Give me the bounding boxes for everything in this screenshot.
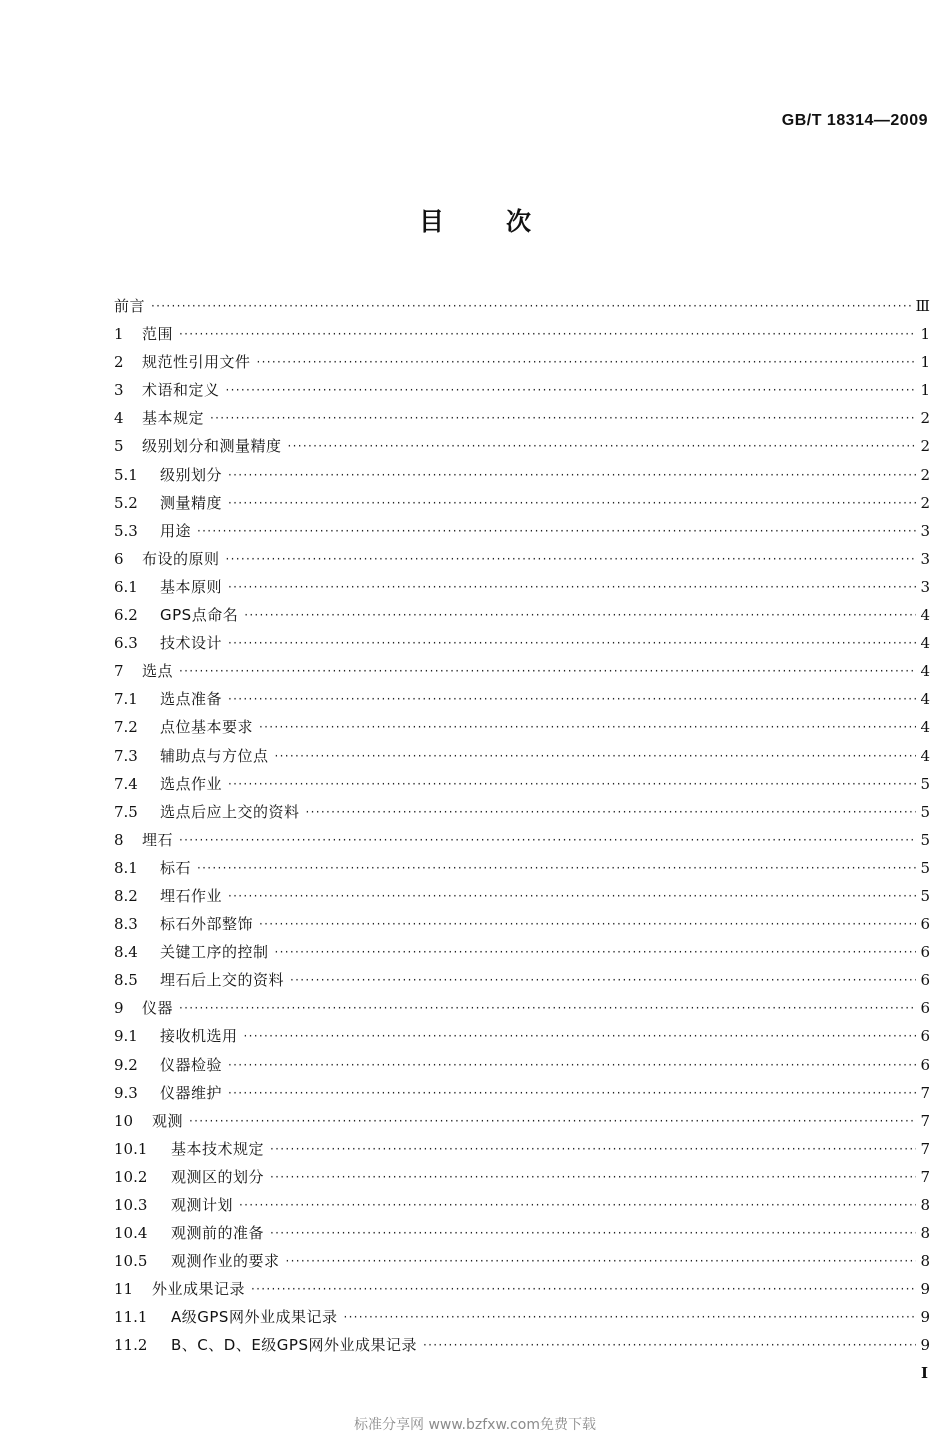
toc-leader-dots xyxy=(228,1079,916,1107)
toc-title: A级GPS网外业成果记录 xyxy=(171,1308,338,1327)
toc-leader-dots xyxy=(179,994,916,1022)
toc-title: 观测区的划分 xyxy=(171,1167,265,1186)
toc-section-number: 8 xyxy=(114,830,124,849)
toc-page-number: 4 xyxy=(920,662,930,681)
toc-title: 技术设计 xyxy=(160,634,223,653)
toc-page-number: 4 xyxy=(920,634,930,653)
toc-title: B、C、D、E级GPS网外业成果记录 xyxy=(171,1336,417,1355)
toc-title: 基本规定 xyxy=(142,409,205,428)
toc-section-number: 7.3 xyxy=(114,746,138,765)
toc-section-number: 1 xyxy=(114,325,124,344)
toc-leader-dots xyxy=(270,1135,916,1163)
toc-title: 埋石作业 xyxy=(160,886,223,905)
toc-entry[interactable] xyxy=(114,292,930,320)
toc-title: 选点后应上交的资料 xyxy=(160,802,300,821)
toc-page-number: 6 xyxy=(920,999,930,1018)
toc-page-number: 2 xyxy=(920,493,930,512)
toc-section-number: 10.5 xyxy=(114,1252,148,1271)
toc-title: 范围 xyxy=(142,325,174,344)
toc-page-number: 6 xyxy=(920,915,930,934)
toc-entry[interactable] xyxy=(114,545,930,573)
toc-section-number: 5 xyxy=(114,437,124,456)
toc-section-number: 5.3 xyxy=(114,521,138,540)
toc-entry[interactable] xyxy=(114,1275,930,1303)
toc-leader-dots xyxy=(275,938,916,966)
toc-entry[interactable] xyxy=(114,404,930,432)
table-of-contents xyxy=(114,292,930,1360)
toc-title: 观测前的准备 xyxy=(171,1224,265,1243)
toc-page-number: 9 xyxy=(920,1280,930,1299)
toc-page-number: 7 xyxy=(920,1083,930,1102)
toc-leader-dots xyxy=(270,1219,916,1247)
toc-section-number: 8.5 xyxy=(114,971,138,990)
toc-page-number: 5 xyxy=(920,802,930,821)
toc-entry[interactable] xyxy=(114,1163,930,1191)
toc-entry[interactable] xyxy=(114,461,930,489)
toc-title: 埋石 xyxy=(142,830,174,849)
toc-entry[interactable] xyxy=(114,1135,930,1163)
toc-page-number: 2 xyxy=(920,409,930,428)
toc-section-number: 6.1 xyxy=(114,577,138,596)
toc-leader-dots xyxy=(306,798,916,826)
toc-section-number: 9.2 xyxy=(114,1055,138,1074)
toc-title: 基本原则 xyxy=(160,577,223,596)
toc-section-number: 8.3 xyxy=(114,915,138,934)
toc-title: 选点准备 xyxy=(160,690,223,709)
toc-entry[interactable] xyxy=(114,854,930,882)
toc-section-number: 9 xyxy=(114,999,124,1018)
toc-title: 规范性引用文件 xyxy=(142,353,251,372)
toc-page-number: 2 xyxy=(920,465,930,484)
toc-section-number: 5.2 xyxy=(114,493,138,512)
toc-leader-dots xyxy=(257,348,916,376)
toc-entry[interactable] xyxy=(114,432,930,460)
toc-entry[interactable] xyxy=(114,910,930,938)
toc-entry[interactable] xyxy=(114,1191,930,1219)
toc-section-number: 3 xyxy=(114,381,124,400)
toc-page-number: 5 xyxy=(920,886,930,905)
toc-section-number: 4 xyxy=(114,409,124,428)
toc-leader-dots xyxy=(290,966,916,994)
toc-title: 仪器 xyxy=(142,999,174,1018)
toc-entry[interactable] xyxy=(114,826,930,854)
toc-entry[interactable] xyxy=(114,713,930,741)
toc-leader-dots xyxy=(228,573,916,601)
toc-section-number: 7 xyxy=(114,662,124,681)
toc-title: 点位基本要求 xyxy=(160,718,254,737)
toc-title: 级别划分和测量精度 xyxy=(142,437,282,456)
toc-title: 基本技术规定 xyxy=(171,1139,265,1158)
toc-page-number: 7 xyxy=(920,1167,930,1186)
toc-page-number: 1 xyxy=(920,325,930,344)
toc-title: 观测作业的要求 xyxy=(171,1252,280,1271)
toc-title: 测量精度 xyxy=(160,493,223,512)
toc-title: 仪器维护 xyxy=(160,1083,223,1102)
toc-title: 用途 xyxy=(160,521,192,540)
toc-entry[interactable] xyxy=(114,601,930,629)
toc-leader-dots xyxy=(270,1163,916,1191)
toc-entry[interactable] xyxy=(114,685,930,713)
toc-entry[interactable] xyxy=(114,938,930,966)
toc-leader-dots xyxy=(210,404,916,432)
toc-page-number: 1 xyxy=(920,381,930,400)
toc-leader-dots xyxy=(197,517,916,545)
toc-entry[interactable] xyxy=(114,1107,930,1135)
toc-page-number: 4 xyxy=(920,746,930,765)
toc-leader-dots xyxy=(259,910,916,938)
toc-title: 术语和定义 xyxy=(142,381,220,400)
toc-entry[interactable] xyxy=(114,489,930,517)
toc-entry[interactable] xyxy=(114,1247,930,1275)
toc-section-number: 10.1 xyxy=(114,1139,148,1158)
toc-section-number: 7.1 xyxy=(114,690,138,709)
toc-page-number: 6 xyxy=(920,1027,930,1046)
toc-page-number: 5 xyxy=(920,830,930,849)
page-title xyxy=(0,202,950,238)
toc-page-number: 8 xyxy=(920,1224,930,1243)
toc-entry[interactable] xyxy=(114,348,930,376)
toc-section-number: 11.2 xyxy=(114,1336,148,1355)
toc-entry[interactable] xyxy=(114,770,930,798)
toc-leader-dots xyxy=(275,742,916,770)
toc-entry[interactable] xyxy=(114,517,930,545)
toc-leader-dots xyxy=(286,1247,916,1275)
toc-title: 辅助点与方位点 xyxy=(160,746,269,765)
toc-section-number: 10.3 xyxy=(114,1196,148,1214)
toc-section-number: 7.2 xyxy=(114,718,138,737)
toc-page-number: 7 xyxy=(920,1111,930,1130)
toc-leader-dots xyxy=(244,1022,916,1050)
toc-page-number: 8 xyxy=(920,1196,930,1214)
toc-title: 选点 xyxy=(142,662,174,681)
toc-leader-dots xyxy=(226,545,916,573)
toc-page-number: 6 xyxy=(920,971,930,990)
toc-leader-dots xyxy=(189,1107,916,1135)
toc-leader-dots xyxy=(259,713,916,741)
toc-entry[interactable] xyxy=(114,966,930,994)
toc-leader-dots xyxy=(228,629,916,657)
toc-entry[interactable] xyxy=(114,629,930,657)
toc-section-number: 6 xyxy=(114,549,124,568)
toc-title: 布设的原则 xyxy=(142,549,220,568)
toc-leader-dots xyxy=(228,685,916,713)
toc-section-number: 10 xyxy=(114,1111,134,1130)
toc-leader-dots xyxy=(197,854,916,882)
toc-page-number: 6 xyxy=(920,943,930,962)
toc-page-number: 5 xyxy=(920,858,930,877)
toc-leader-dots xyxy=(251,1275,916,1303)
toc-leader-dots xyxy=(179,826,916,854)
page-number: I xyxy=(920,1364,928,1382)
toc-section-number: 11.1 xyxy=(114,1308,148,1327)
toc-entry[interactable] xyxy=(114,994,930,1022)
toc-section-number: 11 xyxy=(114,1280,134,1299)
toc-entry[interactable] xyxy=(114,1022,930,1050)
toc-leader-dots xyxy=(228,489,916,517)
toc-entry[interactable] xyxy=(114,573,930,601)
toc-entry[interactable] xyxy=(114,1051,930,1079)
toc-leader-dots xyxy=(343,1303,916,1331)
toc-section-number: 10.4 xyxy=(114,1224,148,1243)
toc-title: 级别划分 xyxy=(160,465,223,484)
page-title-char-1: 目 xyxy=(418,207,444,236)
toc-page-number: 8 xyxy=(920,1252,930,1271)
toc-title: 关键工序的控制 xyxy=(160,943,269,962)
toc-title: 选点作业 xyxy=(160,774,223,793)
toc-leader-dots xyxy=(423,1331,916,1359)
watermark: 标准分享网 www.bzfxw.com免费下载 xyxy=(354,1417,596,1433)
toc-entry[interactable] xyxy=(114,1303,930,1331)
toc-page-number: 3 xyxy=(920,577,930,596)
toc-section-number: 9.3 xyxy=(114,1083,138,1102)
toc-page-number: 9 xyxy=(920,1308,930,1327)
toc-page-number: Ⅲ xyxy=(915,297,930,315)
toc-title: 埋石后上交的资料 xyxy=(160,971,285,990)
toc-title: GPS点命名 xyxy=(160,606,239,625)
toc-section-number: 6.2 xyxy=(114,606,138,625)
toc-section-number: 9.1 xyxy=(114,1027,138,1046)
toc-title: 观测计划 xyxy=(171,1196,234,1214)
toc-section-number: 8.2 xyxy=(114,886,138,905)
toc-entry[interactable] xyxy=(114,657,930,685)
toc-section-number: 8.4 xyxy=(114,943,138,962)
toc-page-number: 2 xyxy=(920,437,930,456)
toc-page-number: 6 xyxy=(920,1055,930,1074)
toc-title: 前言 xyxy=(114,297,146,315)
toc-title: 外业成果记录 xyxy=(152,1280,246,1299)
toc-entry[interactable] xyxy=(114,376,930,404)
toc-section-number: 6.3 xyxy=(114,634,138,653)
toc-page-number: 1 xyxy=(920,353,930,372)
toc-leader-dots xyxy=(228,1051,916,1079)
toc-page-number: 3 xyxy=(920,521,930,540)
toc-page-number: 5 xyxy=(920,774,930,793)
toc-leader-dots xyxy=(226,376,916,404)
toc-page-number: 9 xyxy=(920,1336,930,1355)
toc-entry[interactable] xyxy=(114,882,930,910)
standard-number: GB/T 18314—2009 xyxy=(781,112,928,129)
toc-leader-dots xyxy=(228,770,916,798)
page-title-char-2: 次 xyxy=(506,207,532,236)
toc-page-number: 4 xyxy=(920,606,930,625)
toc-entry[interactable] xyxy=(114,798,930,826)
toc-entry[interactable] xyxy=(114,1219,930,1247)
toc-title: 观测 xyxy=(152,1111,184,1130)
toc-title: 标石 xyxy=(160,858,192,877)
toc-title: 接收机选用 xyxy=(160,1027,238,1046)
toc-section-number: 2 xyxy=(114,353,124,372)
toc-section-number: 10.2 xyxy=(114,1167,148,1186)
toc-leader-dots xyxy=(244,601,916,629)
toc-title: 仪器检验 xyxy=(160,1055,223,1074)
toc-section-number: 8.1 xyxy=(114,858,138,877)
toc-page-number: 4 xyxy=(920,690,930,709)
toc-leader-dots xyxy=(151,292,912,320)
toc-section-number: 7.5 xyxy=(114,802,138,821)
toc-leader-dots xyxy=(239,1191,916,1219)
toc-section-number: 5.1 xyxy=(114,465,138,484)
toc-leader-dots xyxy=(179,320,916,348)
toc-entry[interactable] xyxy=(114,1079,930,1107)
toc-page-number: 4 xyxy=(920,718,930,737)
toc-entry[interactable] xyxy=(114,742,930,770)
toc-title: 标石外部整饰 xyxy=(160,915,254,934)
toc-leader-dots xyxy=(228,461,916,489)
toc-leader-dots xyxy=(288,432,916,460)
toc-leader-dots xyxy=(179,657,916,685)
toc-leader-dots xyxy=(228,882,916,910)
toc-page-number: 7 xyxy=(920,1139,930,1158)
toc-entry[interactable] xyxy=(114,320,930,348)
toc-entry[interactable] xyxy=(114,1331,930,1359)
toc-section-number: 7.4 xyxy=(114,774,138,793)
toc-page-number: 3 xyxy=(920,549,930,568)
